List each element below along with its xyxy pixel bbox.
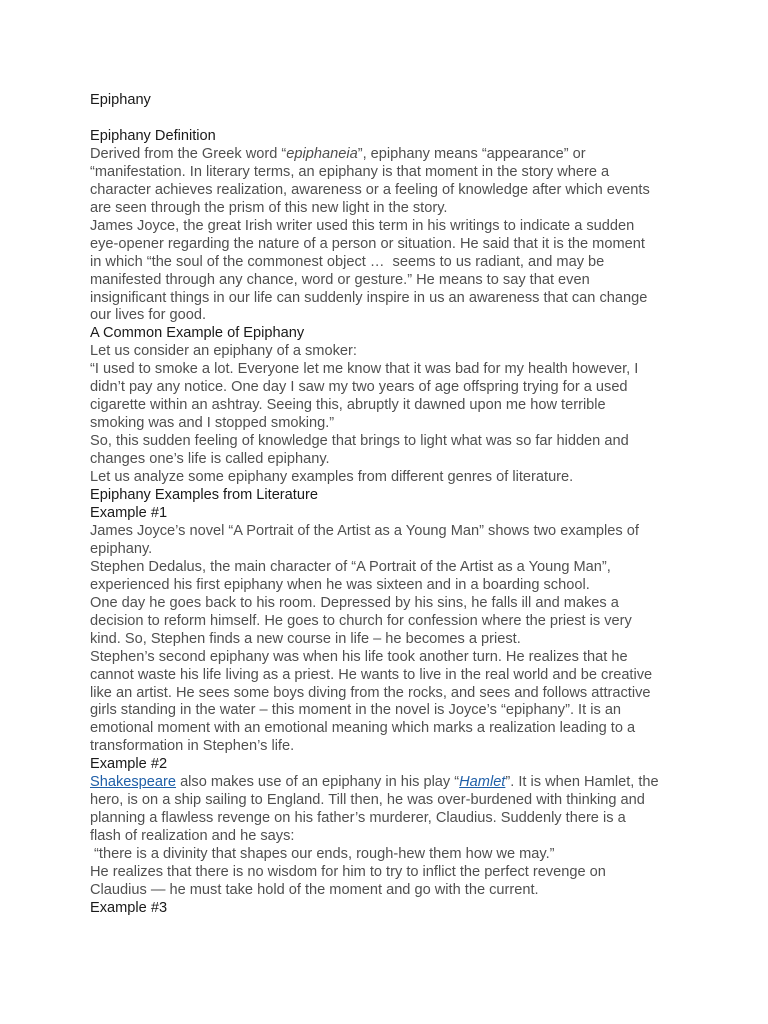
- definition-paragraph: [90, 146, 690, 218]
- paragraph-line: Stephen’s second epiphany was when his life took another turn. He realizes that he: [90, 648, 628, 665]
- document-page: [90, 92, 690, 918]
- smoker-quote: [90, 361, 690, 433]
- paragraph-line: He realizes that there is no wisdom for him to try to inflict the perfect revenge on: [90, 864, 606, 881]
- hamlet-link-text[interactable]: Hamlet: [459, 774, 506, 791]
- quote-line: didn’t pay any notice. One day I saw my two years of age offspring trying for a used: [90, 379, 628, 396]
- example-1-paragraph: [90, 649, 690, 757]
- paragraph-line: like an artist. He sees some boys diving from the rocks, and sees and follows attractive: [90, 684, 651, 701]
- paragraph-line: emotional moment with an emotional meaning which marks a realization leading to a: [90, 720, 636, 737]
- definition-line: “manifestation. In literary terms, an epiphany is that moment in the story where a: [90, 163, 610, 180]
- quote-line: smoking was and I stopped smoking.”: [90, 415, 335, 432]
- document-title: Epiphany: [90, 92, 151, 108]
- text-span: Derived from the Greek word “: [90, 145, 287, 162]
- quote-line: cigarette within an ashtray. Seeing this, abruptly it dawned upon me how terrible: [90, 397, 606, 414]
- example-1-paragraph: [90, 523, 690, 559]
- paragraph-line: transformation in Stephen’s life.: [90, 738, 295, 755]
- paragraph-line: changes one’s life is called epiphany.: [90, 451, 330, 468]
- definition-line: character achieves realization, awareness or a feeling of knowledge after which events: [90, 181, 650, 198]
- paragraph-line: Claudius — he must take hold of the moment and go with the current.: [90, 881, 539, 898]
- definition-line: [90, 146, 690, 164]
- common-example-intro: Let us consider an epiphany of a smoker:: [90, 343, 357, 360]
- paragraph-line: experienced his first epiphany when he was sixteen and in a boarding school.: [90, 576, 590, 593]
- example-2-paragraph: [90, 864, 690, 900]
- paragraph-line: cannot waste his life living as a priest. He wants to live in the real world and be creative: [90, 666, 653, 683]
- paragraph-line: James Joyce’s novel “A Portrait of the Artist as a Young Man” shows two examples of: [90, 522, 639, 539]
- paragraph-line: James Joyce, the great Irish writer used this term in his writings to indicate a sudden: [90, 217, 635, 234]
- example-1-paragraph: [90, 595, 690, 649]
- common-example-heading: A Common Example of Epiphany: [90, 325, 305, 342]
- paragraph-line: [90, 774, 690, 792]
- paragraph-line: Stephen Dedalus, the main character of “A Portrait of the Artist as a Young Man”,: [90, 558, 611, 575]
- paragraph-line: in which “the soul of the commonest object … seems to us radiant, and may be: [90, 253, 605, 270]
- paragraph-line: girls standing in the water – this moment in the novel is Joyce’s “epiphany”. It is an: [90, 702, 622, 719]
- greek-word: epiphaneia: [286, 145, 358, 162]
- example-3-heading: Example #3: [90, 899, 168, 916]
- paragraph-line: epiphany.: [90, 540, 153, 557]
- paragraph-line: So, this sudden feeling of knowledge that brings to light what was so far hidden and: [90, 433, 629, 450]
- paragraph-line: eye-opener regarding the nature of a person or situation. He said that it is the moment: [90, 235, 645, 252]
- paragraph-line: planning a flawless revenge on his father’s murderer, Claudius. Suddenly there is a: [90, 810, 626, 827]
- analyze-line: Let us analyze some epiphany examples from different genres of literature.: [90, 469, 574, 486]
- literature-heading: Epiphany Examples from Literature: [90, 487, 318, 504]
- paragraph-line: flash of realization and he says:: [90, 828, 295, 845]
- conclusion-paragraph: [90, 433, 690, 469]
- example-2-heading: Example #2: [90, 756, 168, 773]
- paragraph-line: manifested through any chance, word or gesture.” He means to say that even: [90, 271, 590, 288]
- definition-heading: Epiphany Definition: [90, 127, 216, 144]
- shakespeare-link[interactable]: Shakespeare: [90, 774, 177, 791]
- hamlet-link[interactable]: [459, 774, 505, 790]
- example-1-paragraph: [90, 559, 690, 595]
- paragraph-line: decision to reform himself. He goes to church for confession where the priest is very: [90, 612, 632, 629]
- paragraph-line: our lives for good.: [90, 307, 207, 324]
- text-span: ”, epiphany means “appearance” or: [357, 145, 586, 162]
- definition-line: are seen through the prism of this new light in the story.: [90, 199, 448, 216]
- paragraph-line: One day he goes back to his room. Depressed by his sins, he falls ill and makes a: [90, 594, 619, 611]
- text-span: also makes use of an epiphany in his play “: [176, 774, 460, 791]
- quote-line: “I used to smoke a lot. Everyone let me know that it was bad for my health however, I: [90, 361, 639, 378]
- paragraph-line: insignificant things in our life can suddenly inspire in us an awareness that can change: [90, 289, 648, 306]
- example-2-paragraph: [90, 774, 690, 846]
- hamlet-quote: “there is a divinity that shapes our ends, rough-hew them how we may.”: [90, 846, 555, 863]
- paragraph-line: hero, is on a ship sailing to England. Till then, he was over-burdened with thinking and: [90, 792, 645, 809]
- joyce-paragraph: [90, 218, 690, 326]
- paragraph-line: kind. So, Stephen finds a new course in life – he becomes a priest.: [90, 630, 521, 647]
- text-span: ”. It is when Hamlet, the: [505, 774, 659, 791]
- example-1-heading: Example #1: [90, 504, 168, 521]
